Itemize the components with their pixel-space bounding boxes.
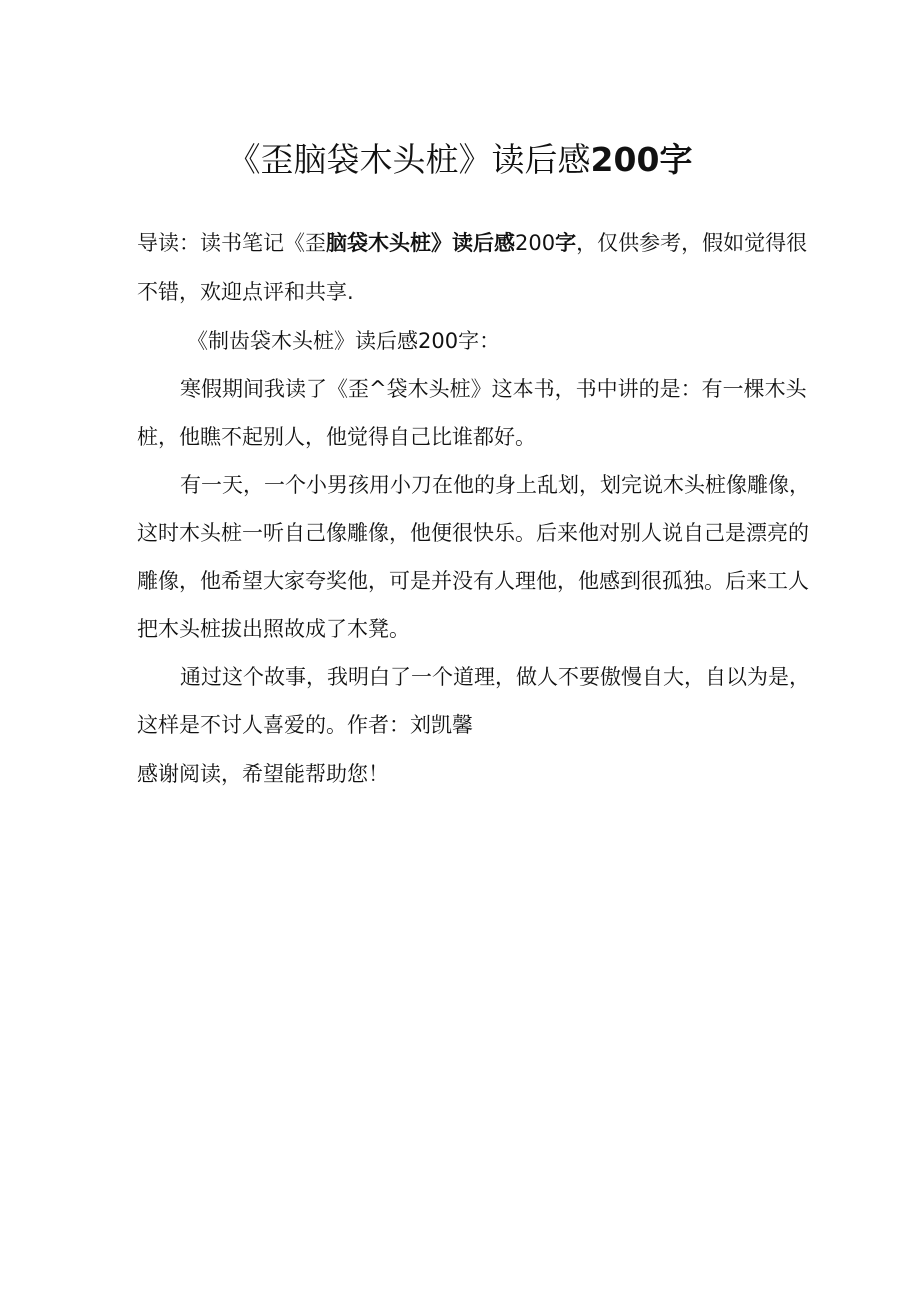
paragraph-2-line-2: 这时木头桩一听自己像雕像，他便很快乐。后来他对别人说自己是漂亮的: [137, 521, 809, 545]
title-main-text: 《歪脑袋木头桩》读后感: [227, 140, 591, 179]
closing-line: 感谢阅读，希望能帮助您！: [137, 762, 389, 786]
paragraph-2-line-4: 把木头桩拔出照故成了木凳。: [137, 617, 410, 641]
intro-line-2: 不错，欢迎点评和共享.: [137, 280, 354, 304]
title-number: 200: [590, 140, 660, 179]
paragraph-1-line-1: 寒假期间我读了《歪^袋木头桩》这本书，书中讲的是：有一棵木头: [180, 377, 807, 401]
document-title: [0, 136, 920, 184]
intro-unit: 字: [555, 231, 577, 255]
intro-prefix: 导读：读书笔记《歪: [137, 231, 326, 255]
paragraph-2-line-1: 有一天，一个小男孩用小刀在他的身上乱划，划完说木头桩像雕像，: [180, 473, 810, 497]
intro-line-1: [137, 228, 807, 258]
paragraph-3-line-2: 这样是不讨人喜爱的。作者：刘凯馨: [137, 713, 473, 737]
title-tail-text: 字: [659, 140, 693, 179]
intro-book-title: 脑袋木头桩》读后感: [326, 231, 515, 255]
paragraph-2-line-3: 雕像，他希望大家夸奖他，可是并没有人理他，他感到很孤独。后来工人: [137, 569, 809, 593]
intro-number: 200: [515, 231, 556, 255]
paragraph-3-line-1: 通过这个故事，我明白了一个道理，做人不要傲慢自大，自以为是，: [180, 665, 810, 689]
intro-suffix: ，仅供参考，假如觉得很: [576, 231, 808, 255]
section-subtitle: 《制齿袋木头桩》读后感200字：: [187, 329, 501, 353]
paragraph-1-line-2: 桩，他瞧不起别人，他觉得自己比谁都好。: [137, 425, 536, 449]
